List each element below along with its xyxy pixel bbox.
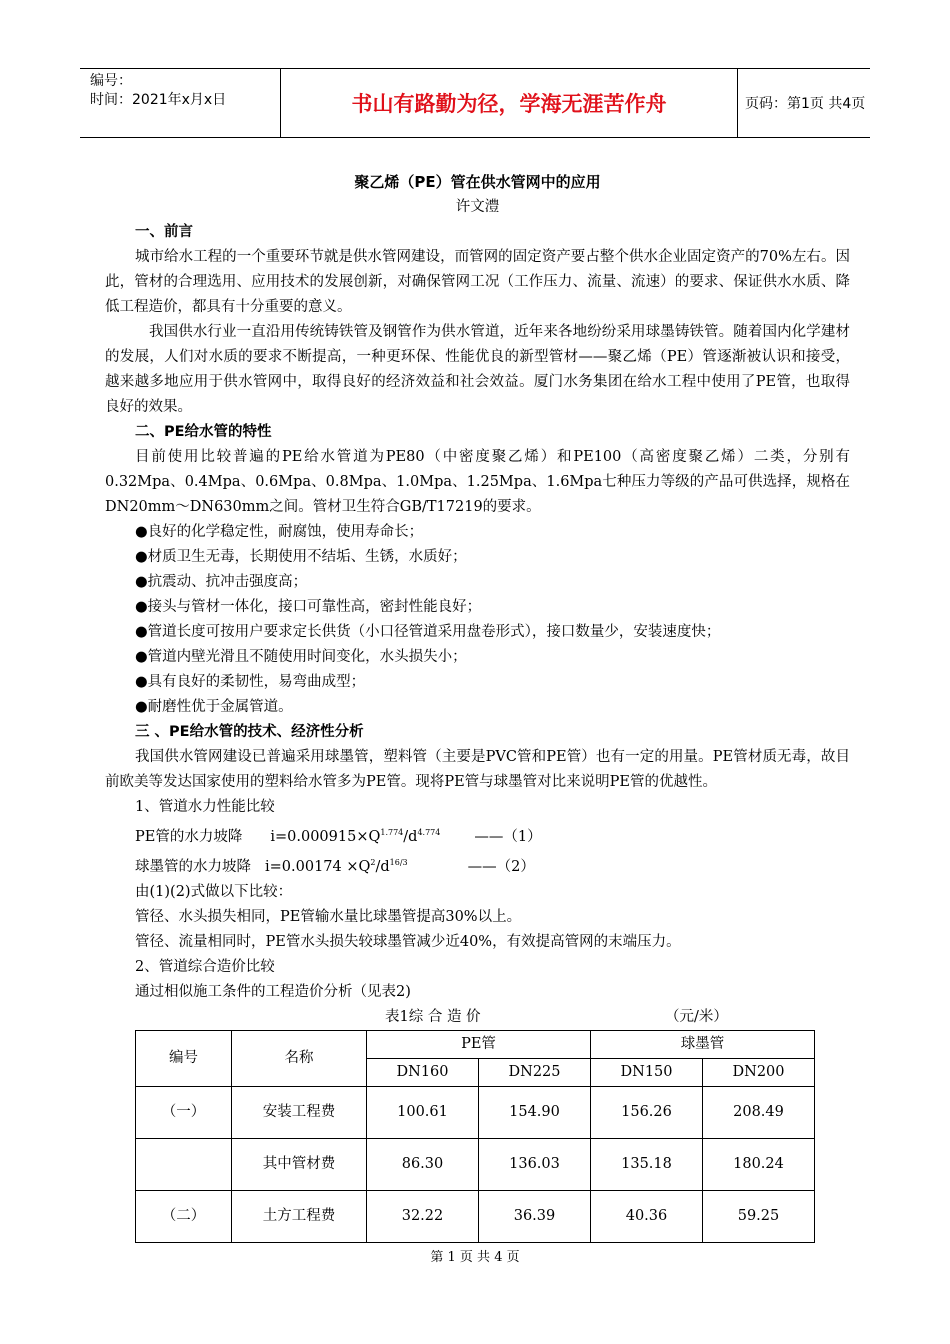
col-header-size: DN150 (591, 1058, 703, 1086)
table-cell-value: 59.25 (703, 1190, 815, 1242)
paragraph: 通过相似施工条件的工程造价分析（见表2) (135, 983, 411, 1000)
header-motto: 书山有路勤为径，学海无涯苦作舟 (280, 69, 738, 137)
page-footer: 第 1 页 共 4 页 (430, 1250, 520, 1265)
formula-number: ——（1） (474, 828, 542, 845)
list-item: ●具有良好的柔韧性，易弯曲成型； (135, 674, 366, 690)
section-heading-2: 二、PE给水管的特性 (135, 424, 272, 440)
table-cell-name: 安装工程费 (232, 1086, 367, 1138)
table-row (136, 1190, 815, 1242)
col-group-ductile-iron: 球墨管 (591, 1030, 815, 1058)
paragraph: 管径、水头损失相同，PE管输水量比球墨管提高30%以上。 (135, 908, 522, 925)
formula-expr: i=0.00174 ×Q (265, 858, 371, 875)
formula-label: 球墨管的水力坡降 (135, 858, 251, 875)
table-cell-name: 其中管材费 (232, 1138, 367, 1190)
table-cell-value: 135.18 (591, 1138, 703, 1190)
section-heading-1: 一、前言 (135, 224, 193, 240)
paragraph: 城市给水工程的一个重要环节就是供水管网建设，而管网的固定资产要占整个供水企业固定资产的70%左右。因此，管材的合理选用、应用技术的发展创新，对确保管网工况（工作压力、流量、流速）的要求、保证供水水质、降低工程造价，都具有十分重要的意义。 (105, 249, 850, 315)
cost-table (135, 1030, 815, 1243)
table-cell-value: 86.30 (367, 1138, 479, 1190)
list-item: ●材质卫生无毒，长期使用不结垢、生锈，水质好； (135, 549, 467, 565)
header-page-info: 页码：第1页 共4页 (745, 96, 866, 112)
formula-exponent: 1.774 (380, 828, 404, 837)
table-cell-value: 156.26 (591, 1086, 703, 1138)
paragraph: 我国供水行业一直沿用传统铸铁管及钢管作为供水管道，近年来各地纷纷采用球墨铸铁管。随着国内化学建材的发展，人们对水质的要求不断提高，一种更环保、性能优良的新型管材——聚乙烯（PE）管逐渐被认识和接受，越来越多地应用于供水管网中，取得良好的经济效益和社会效益。厦门水务集团在给水工程中使用了PE管，也取得良好的效果。 (105, 324, 850, 415)
list-item: ●抗震动、抗冲击强度高； (135, 574, 308, 590)
paragraph: 我国供水管网建设已普遍采用球墨管，塑料管（主要是PVC管和PE管）也有一定的用量。PE管材质无毒，故目前欧美等发达国家使用的塑料给水管多为PE管。现将PE管与球墨管对比来说明PE管的优越性。 (105, 749, 850, 790)
list-item: ●接头与管材一体化，接口可靠性高，密封性能良好； (135, 599, 482, 615)
table-cell-value: 180.24 (703, 1138, 815, 1190)
document-body (105, 170, 850, 1243)
formula-exponent: 16/3 (389, 857, 408, 867)
table-cell-number (136, 1138, 232, 1190)
table-cell-value: 154.90 (479, 1086, 591, 1138)
paragraph: 管径、流量相同时，PE管水头损失较球墨管减少近40%，有效提高管网的末端压力。 (135, 933, 681, 950)
formula-2 (105, 850, 850, 880)
formula-exponent: 2 (370, 857, 376, 867)
page-header (80, 68, 870, 138)
table-row (136, 1138, 815, 1190)
formula-expr: i=0.000915×Q (270, 828, 381, 845)
col-header-name: 名称 (232, 1030, 367, 1086)
col-group-pe: PE管 (367, 1030, 591, 1058)
paragraph: 目前使用比较普遍的PE给水管道为PE80（中密度聚乙烯）和PE100（高密度聚乙烯）二类，分别有0.32Mpa、0.4Mpa、0.6Mpa、0.8Mpa、1.0Mpa、1.25Mpa、1.6Mpa七种压力等级的产品可供选择，规格在DN20mm～DN630mm之间。管材卫生符合GB/T17219的要求。 (105, 449, 850, 515)
section-heading-3: 三 、PE给水管的技术、经济性分析 (135, 724, 364, 740)
table-row (136, 1086, 815, 1138)
table-header-row (136, 1030, 815, 1058)
col-header-size: DN225 (479, 1058, 591, 1086)
table-cell-value: 208.49 (703, 1086, 815, 1138)
list-item: ●管道长度可按用户要求定长供货（小口径管道采用盘卷形式），接口数量少，安装速度快； (135, 624, 721, 640)
bullet-list (105, 520, 850, 720)
list-item: ●管道内壁光滑且不随使用时间变化，水头损失小； (135, 649, 467, 665)
table-cell-value: 100.61 (367, 1086, 479, 1138)
table-caption: 表1综 合 造 价 (385, 1008, 481, 1025)
formula-label: PE管的水力坡降 (135, 828, 243, 845)
table-cell-name: 土方工程费 (232, 1190, 367, 1242)
doc-time: 时间：2021年x月x日 (90, 92, 227, 108)
doc-author: 许文澧 (455, 199, 500, 215)
table-cell-number: （一） (136, 1086, 232, 1138)
table-cell-value: 40.36 (591, 1190, 703, 1242)
doc-title: 聚乙烯（PE）管在供水管网中的应用 (354, 173, 601, 191)
table-cell-value: 36.39 (479, 1190, 591, 1242)
col-header-number: 编号 (136, 1030, 232, 1086)
col-header-size: DN200 (703, 1058, 815, 1086)
formula-divisor: /d (375, 858, 390, 875)
formula-number: ——（2） (467, 858, 535, 875)
subsection-heading: 2、管道综合造价比较 (135, 958, 275, 975)
formula-divisor: /d (403, 828, 418, 845)
table-unit: （元/米） (665, 1008, 728, 1025)
list-item: ●良好的化学稳定性，耐腐蚀，使用寿命长； (135, 524, 424, 540)
table-cell-number: （二） (136, 1190, 232, 1242)
list-item: ●耐磨性优于金属管道。 (135, 699, 293, 715)
table-cell-value: 32.22 (367, 1190, 479, 1242)
formula-1 (105, 820, 850, 850)
table-caption-row (105, 1005, 850, 1030)
table-cell-value: 136.03 (479, 1138, 591, 1190)
col-header-size: DN160 (367, 1058, 479, 1086)
formula-exponent: 4.774 (417, 828, 441, 837)
subsection-heading: 1、管道水力性能比较 (135, 799, 275, 815)
header-meta (80, 69, 280, 137)
doc-number-label: 编号： (90, 73, 132, 89)
paragraph: 由(1)(2)式做以下比较： (135, 883, 293, 900)
